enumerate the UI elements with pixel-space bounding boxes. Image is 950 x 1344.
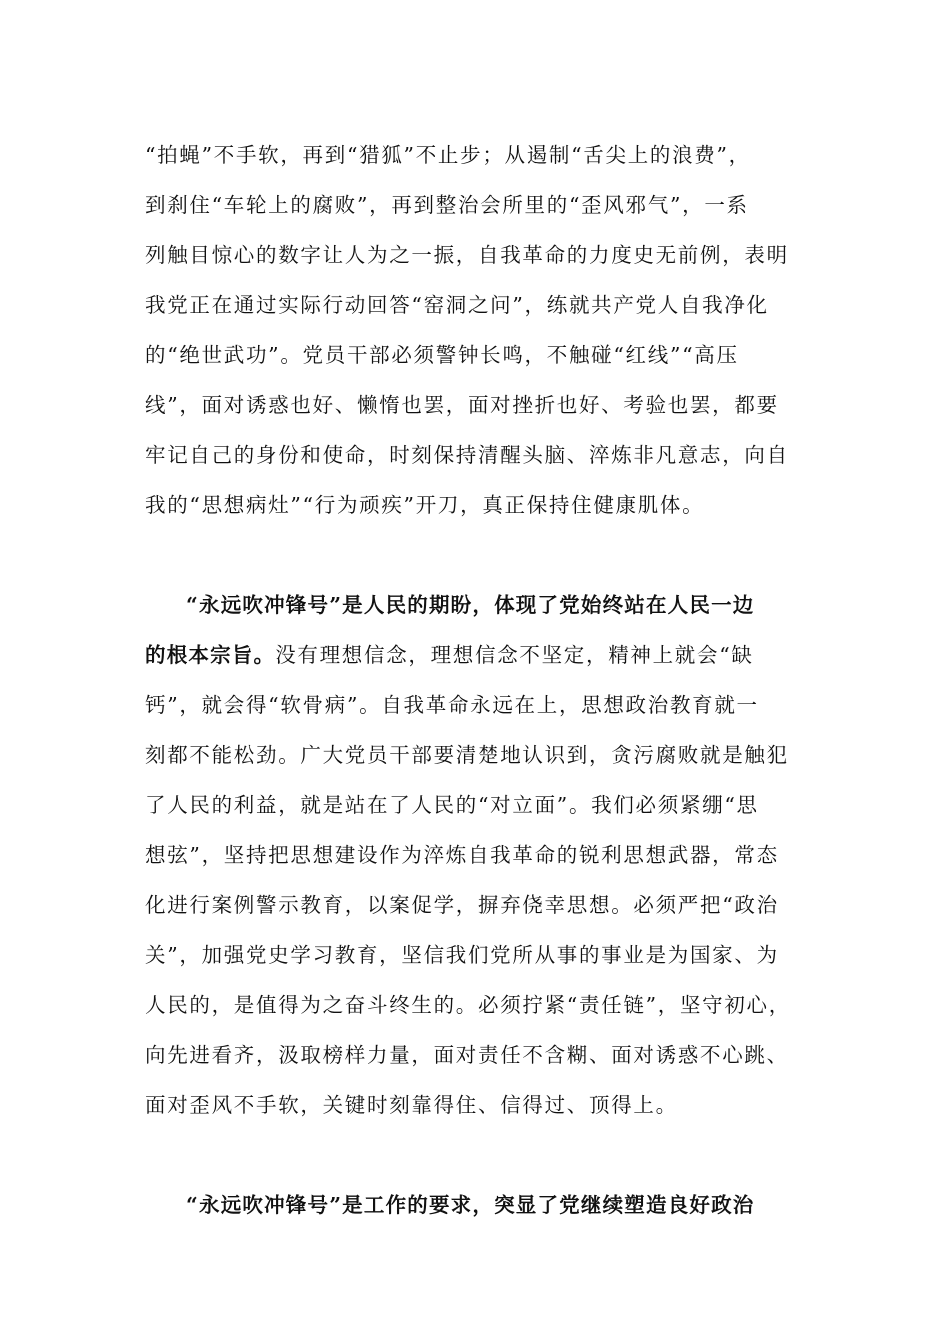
text-line: “拍蝇”不手软，再到“猎狐”不止步；从遏制“舌尖上的浪费”， <box>145 143 751 167</box>
text-line: 向先进看齐，汲取榜样力量，面对责任不含糊、面对诱惑不心跳、 <box>145 1043 789 1067</box>
paragraph-2 <box>145 580 825 1130</box>
paragraph-3 <box>145 1180 825 1230</box>
paragraph-spacer <box>145 530 825 580</box>
document-page <box>145 130 825 1230</box>
text-line: 化进行案例警示教育，以案促学，摒弃侥幸思想。必须严把“政治 <box>145 893 779 917</box>
text-line: 人民的，是值得为之奋斗终生的。必须拧紧“责任链”，坚守初心， <box>145 993 791 1017</box>
text-line: 我的“思想病灶”“行为顽疾”开刀，真正保持住健康肌体。 <box>145 493 705 517</box>
text-line <box>145 630 825 680</box>
paragraph-lead-tail: 的根本宗旨。 <box>145 643 276 667</box>
text-run: 没有理想信念，理想信念不坚定，精神上就会“缺 <box>275 643 754 667</box>
text-line: 钙”，就会得“软骨病”。自我革命永远在上，思想政治教育就一 <box>145 693 759 717</box>
text-line: 刻都不能松劲。广大党员干部要清楚地认识到，贪污腐败就是触犯 <box>145 743 789 767</box>
text-line: 的“绝世武功”。党员干部必须警钟长鸣，不触碰“红线”“高压 <box>145 343 739 367</box>
text-line: 了人民的利益，就是站在了人民的“对立面”。我们必须紧绷“思 <box>145 793 759 817</box>
paragraph-lead-heading: “永远吹冲锋号”是人民的期盼，体现了党始终站在人民一边 <box>186 593 755 617</box>
text-line: 列触目惊心的数字让人为之一振，自我革命的力度史无前例，表明 <box>145 243 789 267</box>
text-line: 牢记自己的身份和使命，时刻保持清醒头脑、淬炼非凡意志，向自 <box>145 443 789 467</box>
text-line: 想弦”，坚持把思想建设作为淬炼自我革命的锐利思想武器，常态 <box>145 843 779 867</box>
paragraph-spacer <box>145 1130 825 1180</box>
text-line: 到刹住“车轮上的腐败”，再到整治会所里的“歪风邪气”，一系 <box>145 193 749 217</box>
text-line: 线”，面对诱惑也好、懒惰也罢，面对挫折也好、考验也罢，都要 <box>145 393 779 417</box>
paragraph-1 <box>145 130 825 530</box>
paragraph-lead-heading: “永远吹冲锋号”是工作的要求，突显了党继续塑造良好政治 <box>186 1193 755 1217</box>
text-line: 面对歪风不手软，关键时刻靠得住、信得过、顶得上。 <box>145 1093 678 1117</box>
text-line: 关”，加强党史学习教育，坚信我们党所从事的事业是为国家、为 <box>145 943 779 967</box>
text-line: 我党正在通过实际行动回答“窑洞之问”，练就共产党人自我净化 <box>145 293 769 317</box>
